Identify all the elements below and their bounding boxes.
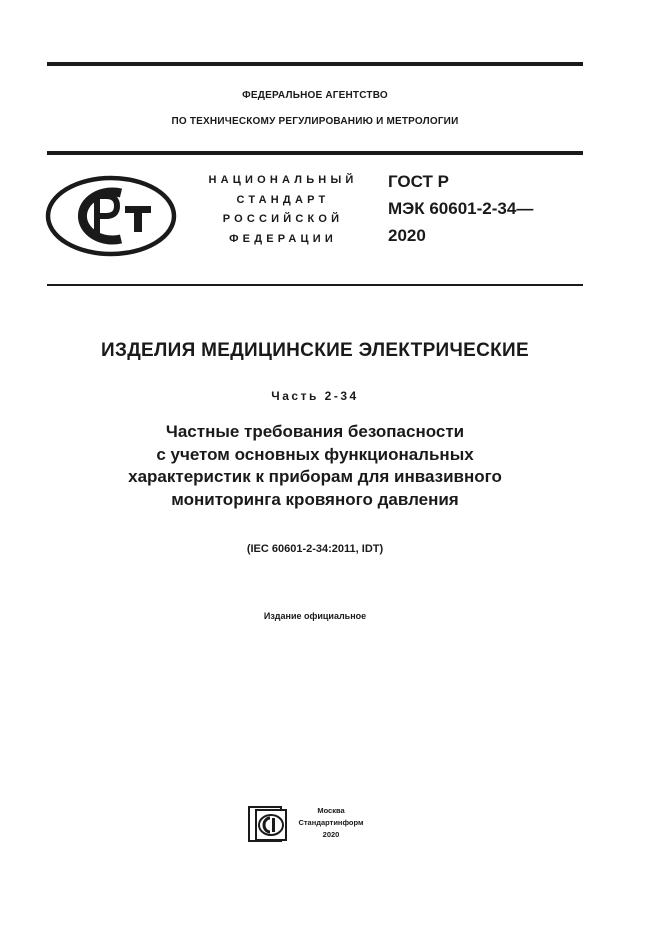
logo-text: РСТ: [45, 175, 47, 176]
edition-label: Издание официальное: [263, 611, 367, 621]
standard-type-line-1: НАЦИОНАЛЬНЫЙ: [208, 174, 358, 186]
subtitle-line-3: характеристик к приборам для инвазивного: [128, 467, 502, 486]
standard-code-line-3: 2020: [388, 226, 426, 245]
standard-code: [388, 168, 533, 249]
standartinform-logo-icon: [248, 806, 288, 842]
gost-r-conformity-mark-icon: [45, 175, 177, 257]
top-rule: [47, 62, 583, 66]
agency-line-1: ФЕДЕРАЛЬНОЕ АГЕНТСТВО: [242, 90, 388, 101]
subtitle-line-2: с учетом основных функциональных: [156, 444, 474, 464]
publisher-logo-text: СИ: [248, 806, 250, 807]
header-bottom-rule: [47, 284, 583, 286]
standard-type-line-2: СТАНДАРТ: [236, 193, 330, 206]
standard-type-line-3: РОССИЙСКОЙ: [222, 213, 344, 225]
agency-line-2: ПО ТЕХНИЧЕСКОМУ РЕГУЛИРОВАНИЮ И МЕТРОЛОГИИ: [171, 116, 459, 127]
publisher-name: Стандартинформ: [298, 818, 364, 827]
publisher-block: [292, 805, 370, 841]
document-subtitle: [47, 421, 583, 511]
standard-code-line-2: МЭК 60601-2-34—: [388, 199, 534, 218]
publisher-year: 2020: [322, 830, 340, 839]
standard-code-line-1: ГОСТ Р: [388, 172, 449, 191]
iec-reference: (IEC 60601-2-34:2011, IDT): [246, 543, 384, 555]
subtitle-line-1: Частные требования безопасности: [165, 422, 465, 441]
publisher-city: Москва: [317, 806, 345, 815]
document-title: ИЗДЕЛИЯ МЕДИЦИНСКИЕ ЭЛЕКТРИЧЕСКИЕ: [101, 340, 529, 361]
header-rule: [47, 151, 583, 155]
subtitle-line-4: мониторинга кровяного давления: [171, 489, 459, 509]
document-part: Часть 2-34: [271, 389, 359, 403]
standard-type: [190, 171, 376, 249]
standard-type-line-4: ФЕДЕРАЦИИ: [229, 232, 337, 245]
